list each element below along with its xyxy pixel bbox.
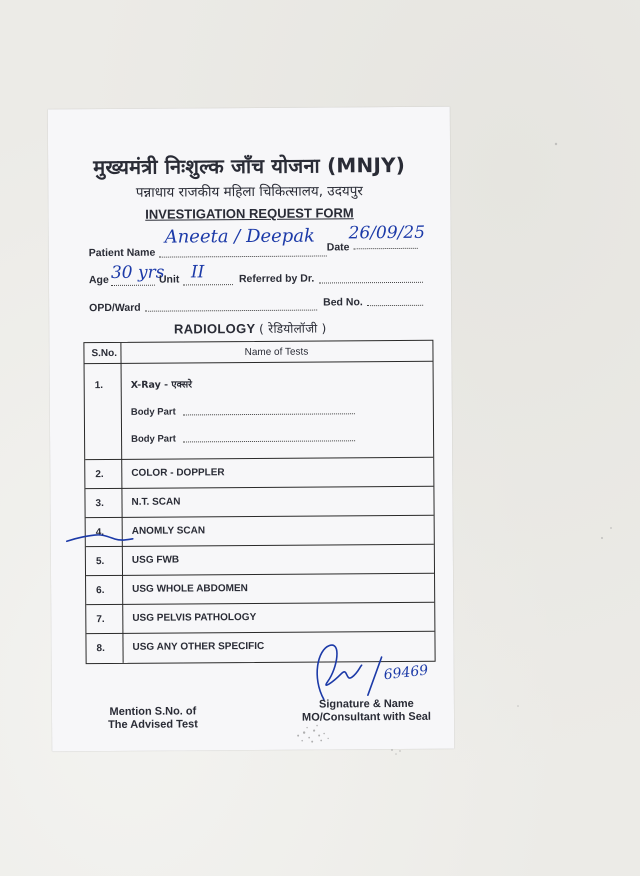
bed-no-label: Bed No. <box>323 296 363 309</box>
section-heading-en: RADIOLOGY <box>173 320 256 337</box>
unit-value[interactable]: II <box>190 262 205 283</box>
test-row-name[interactable]: COLOR - DOPPLER <box>131 467 225 479</box>
test-row-sno: 2. <box>95 469 104 481</box>
signature-caption-line1: Signature & Name <box>318 697 414 711</box>
test-row-sno: 6. <box>96 585 105 597</box>
patient-name-label: Patient Name <box>88 246 156 260</box>
test-row-name[interactable]: USG ANY OTHER SPECIFIC <box>132 640 265 653</box>
test-row-name[interactable]: USG FWB <box>131 554 180 566</box>
unit-label: Unit <box>158 273 180 286</box>
referred-label: Referred by Dr. <box>238 272 315 286</box>
test-row-name[interactable]: USG WHOLE ABDOMEN <box>132 583 248 595</box>
date-label: Date <box>326 241 350 254</box>
test-row-name[interactable]: USG PELVIS PATHOLOGY <box>132 611 257 624</box>
test-row-sno: 8. <box>96 643 105 655</box>
test-row-sno: 3. <box>95 498 104 510</box>
body-part-label: Body Part <box>131 433 176 445</box>
test-row-sno: 7. <box>96 614 105 626</box>
test-row-sno: 4. <box>95 527 105 539</box>
advised-test-note-line1: Mention S.No. of <box>109 705 197 718</box>
scheme-title: मुख्यमंत्री निःशुल्क जाँच योजना (MNJY) <box>93 152 406 180</box>
xray-label[interactable]: X-Ray - एक्सरे <box>130 379 193 391</box>
opd-ward-label: OPD/Ward <box>89 301 141 315</box>
test-row-name[interactable]: ANOMLY SCAN <box>131 525 206 537</box>
xray-sno: 1. <box>94 380 104 392</box>
age-value[interactable]: 30 yrs <box>110 262 165 283</box>
column-header-tests: Name of Tests <box>244 346 309 359</box>
test-row-sno: 5. <box>95 556 105 568</box>
test-row-name[interactable]: N.T. SCAN <box>131 496 181 508</box>
patient-name-value[interactable]: Aneeta / Deepak <box>164 225 316 248</box>
hospital-name: पन्नाधाय राजकीय महिला चिकित्सालय, उदयपुर <box>135 183 363 201</box>
age-label: Age <box>88 273 109 287</box>
form-title: INVESTIGATION REQUEST FORM <box>145 205 354 222</box>
advised-test-note-line2: The Advised Test <box>108 718 198 732</box>
signature-number: 69469 <box>382 662 430 684</box>
signature-caption-line2: MO/Consultant with Seal <box>301 710 432 724</box>
body-part-label: Body Part <box>130 406 176 418</box>
column-header-sno: S.No. <box>91 347 118 360</box>
date-value[interactable]: 26/09/25 <box>348 222 426 244</box>
section-heading-hi: ( रेडियोलॉजी ) <box>259 321 327 336</box>
